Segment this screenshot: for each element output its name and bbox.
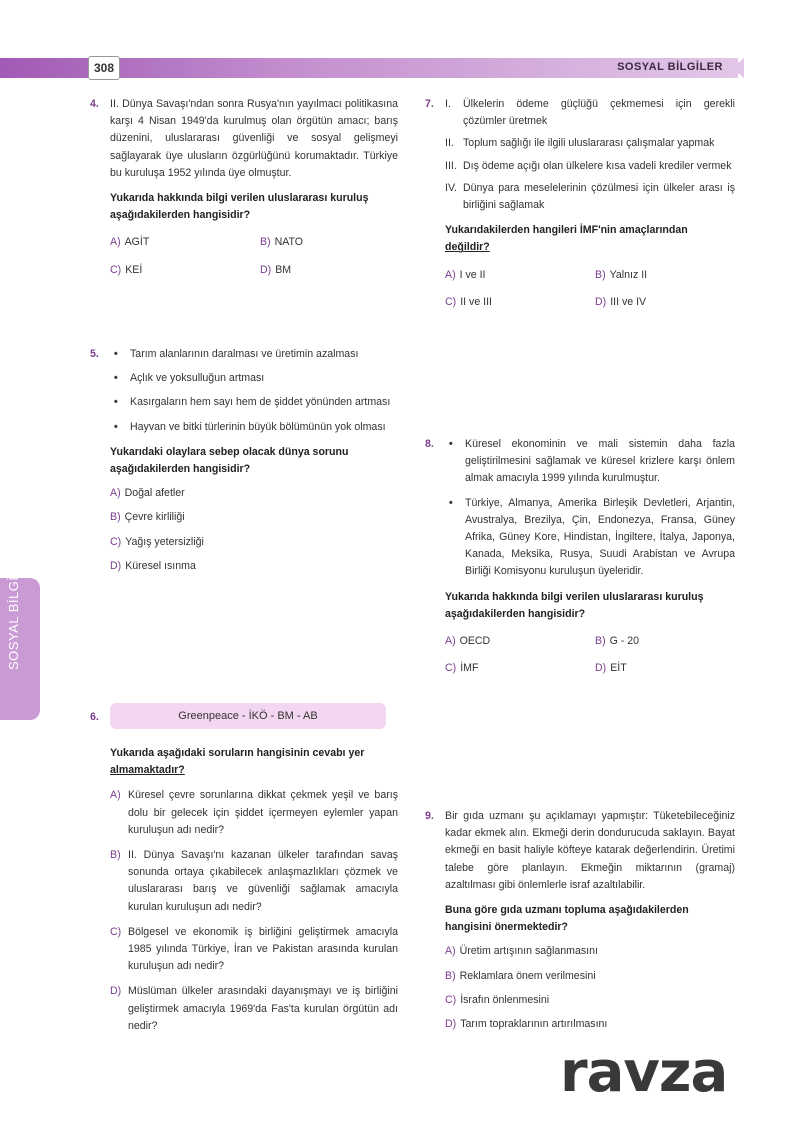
option-c[interactable]: C) KEİ	[110, 263, 143, 276]
option-b[interactable]: B) II. Dünya Savaşı'nı kazanan ülkeler tarafından savaş sonunda ortaya çıkabilecek anlaşmazlıkları çözmek ve uluslararası barış ve güvenliği sağlamak amacıyla kurulan kuruluşun adı nedir?	[110, 849, 398, 913]
option-a[interactable]: A) Üretim artışının sağlanmasını	[445, 945, 598, 958]
question-prompt: Buna göre gıda uzmanı topluma aşağıdakilerden hangisini önermektedir?	[445, 904, 689, 934]
option-d[interactable]: D) Müslüman ülkeler arasındaki dayanışmayı ve iş birliğini geliştirmek amacıyla 1969'da Fas'ta kurulan örgütün adı nedir?	[110, 985, 398, 1032]
option-c[interactable]: C) İMF	[445, 662, 479, 675]
question-number: 4.	[90, 98, 99, 110]
option-b[interactable]: B) Reklamlara önem verilmesini	[445, 969, 596, 982]
option-b[interactable]: B) Çevre kirliliği	[110, 511, 185, 524]
roman-item: II. Toplum sağlığı ile ilgili uluslararası çalışmalar yapmak	[445, 137, 715, 150]
question-prompt: Yukarıda aşağıdaki soruların hangisinin cevabı yer almamaktadır?	[110, 747, 365, 777]
question-number: 5.	[90, 348, 99, 360]
question-4	[90, 96, 398, 279]
question-prompt: Yukarıda hakkında bilgi verilen uluslararası kuruluş aşağıdakilerden hangisidir?	[445, 590, 704, 620]
bullet-item: • Tarım alanlarının daralması ve üretimin azalması	[114, 348, 359, 360]
question-8	[425, 436, 735, 677]
option-b[interactable]: B) Yalnız II	[595, 268, 648, 281]
bullet-item: • Küresel ekonominin ve mali sistemin daha fazla geliştirilmesini sağlamak ve küresel krizlere karşı önlem almak amacıyla 1999 yılında kurulmuştur.	[449, 438, 735, 485]
header-title: SOSYAL BİLGİLER	[617, 61, 723, 73]
answer-options	[110, 234, 398, 278]
question-number: 7.	[425, 98, 434, 110]
question-7	[425, 96, 735, 311]
question-9	[425, 808, 735, 1033]
question-text: Bir gıda uzmanı şu açıklamayı yapmıştır: Tüketebileceğiniz kadar ekmek alın. Ekmeği derin dondurucuda saklayın. Bayat ekmeği en basit haliyle köfteye katarak değerlendirin. Üretimi talebe göre planlayın. Ekmeğin miktarının (gramaj) azaltılması gibi önlemlerle israf azaltılabilir.	[445, 810, 735, 891]
question-prompt: Yukarıdaki olaylara sebep olacak dünya sorunu aşağıdakilerden hangisidir?	[110, 445, 349, 476]
option-c[interactable]: C) Yağış yetersizliği	[110, 535, 204, 548]
question-number: 8.	[425, 438, 434, 450]
bullet-item: • Hayvan ve bitki türlerinin büyük bölümünün yok olması	[114, 420, 386, 433]
option-c[interactable]: C) II ve III	[445, 295, 492, 308]
bullet-item: • Kasırgaların hem sayı hem de şiddet yönünden artması	[114, 396, 391, 409]
header-arrow-decoration	[732, 58, 744, 78]
option-a[interactable]: A) AGİT	[110, 236, 150, 249]
answer-options	[445, 633, 735, 677]
question-number: 6.	[90, 711, 99, 723]
bullet-item: • Açlık ve yoksulluğun artması	[114, 372, 265, 385]
roman-item: IV. Dünya para meselelerinin çözülmesi için ülkeler arası iş birliğini sağlamak	[445, 181, 735, 212]
organizations-box: Greenpeace - İKÖ - BM - AB	[110, 703, 386, 729]
option-d[interactable]: D) EİT	[595, 662, 627, 675]
question-number: 9.	[425, 810, 434, 822]
option-d[interactable]: D) BM	[260, 263, 292, 276]
option-c[interactable]: C) İsrafın önlenmesini	[445, 993, 550, 1006]
page-header	[0, 58, 801, 78]
option-a[interactable]: A) I ve II	[445, 268, 486, 281]
option-c[interactable]: C) Bölgesel ve ekonomik iş birliğini geliştirmek amacıyla 1985 yılında Türkiye, İran ve Pakistan arasında kurulan kuruluşun adı nedir?	[110, 925, 398, 973]
option-a[interactable]: A) OECD	[445, 635, 491, 648]
question-text: II. Dünya Savaşı'ndan sonra Rusya'nın yayılmacı politikasına karşı 4 Nisan 1949'da kurulmuş olan örgütün amacı; barış düzenini, uluslararası güvenliği ve sosyal gelişmeyi sağlayarak üye ulusların özgürlüğünü korumaktadır. Türkiye bu kuruluşa 1952 yılında üye olmuştur.	[110, 98, 398, 179]
question-prompt: Yukarıdakilerden hangileri İMF'nin amaçlarından değildir?	[445, 224, 688, 254]
option-a[interactable]: A) Küresel çevre sorunlarına dikkat çekmek yeşil ve barış dolu bir gelecek için şiddet içermeyen eylemler yapan kuruluşun adı nedir?	[110, 789, 398, 836]
option-b[interactable]: B) NATO	[260, 236, 304, 249]
answer-options	[445, 267, 735, 311]
bullet-item: • Türkiye, Almanya, Amerika Birleşik Devletleri, Arjantin, Avustralya, Brezilya, Çin, Endonezya, Fransa, Güney Afrika, Güney Kore, Hindistan, İngiltere, İtalya, Japonya, Kanada, Meksika, Rusya, Suudi Arabistan ve Avrupa Birliği Komisyonu kuruluşun üyeleridir.	[449, 496, 735, 578]
roman-item: I. Ülkelerin ödeme güçlüğü çekmemesi için gerekli çözümler üretmek	[445, 98, 735, 128]
side-tab-label: SOSYAL BİLGİLER	[6, 549, 21, 670]
option-d[interactable]: D) III ve IV	[595, 295, 647, 308]
option-d[interactable]: D) Tarım topraklarının artırılmasını	[445, 1018, 608, 1031]
ravza-watermark: ravza	[560, 1040, 728, 1105]
page-number: 308	[88, 56, 120, 80]
question-5	[90, 346, 398, 575]
roman-item: III. Dış ödeme açığı olan ülkelere kısa vadeli krediler vermek	[445, 159, 732, 172]
option-b[interactable]: B) G - 20	[595, 635, 640, 648]
option-d[interactable]: D) Küresel ısınma	[110, 559, 196, 572]
question-6	[90, 703, 398, 1035]
question-prompt: Yukarıda hakkında bilgi verilen uluslararası kuruluş aşağıdakilerden hangisidir?	[110, 192, 369, 222]
option-a[interactable]: A) Doğal afetler	[110, 487, 185, 500]
